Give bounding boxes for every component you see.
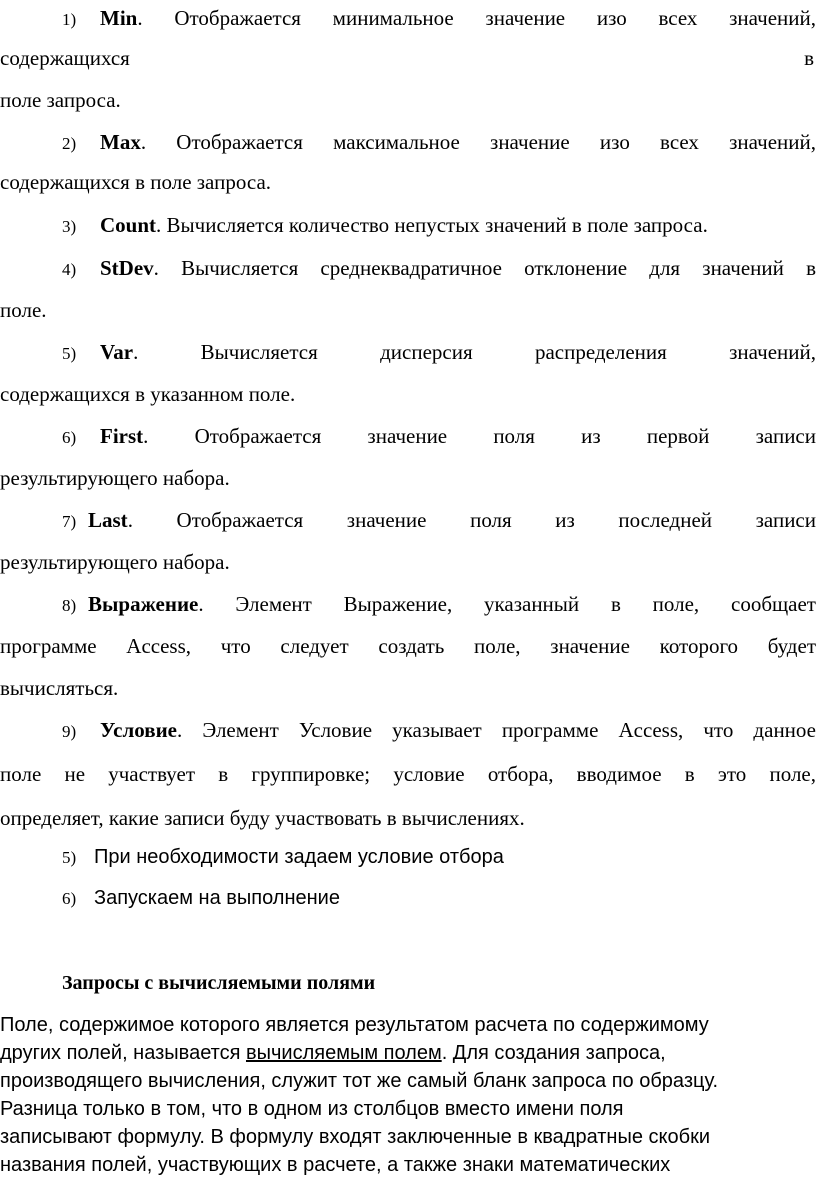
item-text: . Вычисляется среднеквадратичное отклонение для значений в bbox=[153, 256, 816, 280]
step-number: 5) bbox=[62, 848, 77, 867]
underlined-term: вычисляемым полем bbox=[245, 1042, 442, 1064]
paragraph-line: записывают формулу. В формулу входят заключенные в квадратные скобки bbox=[0, 1126, 710, 1148]
item-text: поле запроса. bbox=[0, 88, 121, 112]
item-number: 3) bbox=[62, 217, 77, 236]
item-text: . Отображается максимальное значение изо всех значений, bbox=[140, 130, 816, 154]
item-text: . Элемент Условие указывает программе Access, что данное bbox=[177, 718, 816, 742]
item-term: Max bbox=[100, 130, 141, 154]
item-term: Выражение bbox=[88, 592, 199, 616]
item-text: содержащихся в поле запроса. bbox=[0, 170, 272, 194]
item-term: Last bbox=[88, 508, 128, 532]
item-text: результирующего набора. bbox=[0, 466, 230, 490]
item-text: . Отображается значение поля из последней записи bbox=[127, 508, 816, 532]
item-text: программе Access, что следует создать поле, значение которого будет bbox=[0, 634, 816, 658]
item-number: 8) bbox=[62, 596, 77, 615]
item-text: содержащихся bbox=[0, 46, 130, 70]
item-term: Count bbox=[100, 213, 157, 237]
item-text: поле. bbox=[0, 298, 47, 322]
paragraph-line: Поле, содержимое которого является результатом расчета по содержимому bbox=[0, 1014, 709, 1036]
paragraph-line: других полей, называется вычисляемым полем. Для создания запроса, bbox=[0, 1042, 666, 1064]
item-text: . Элемент Выражение, указанный в поле, сообщает bbox=[198, 592, 816, 616]
item-text: . Отображается значение поля из первой записи bbox=[143, 424, 816, 448]
item-term: Условие bbox=[100, 718, 177, 742]
item-text: в bbox=[804, 46, 814, 70]
step-text: При необходимости задаем условие отбора bbox=[94, 846, 504, 868]
item-number: 6) bbox=[62, 428, 77, 447]
paragraph-line: производящего вычисления, служит тот же самый бланк запроса по образцу. bbox=[0, 1070, 719, 1092]
item-number: 7) bbox=[62, 512, 77, 531]
item-term: StDev bbox=[100, 256, 154, 280]
item-text: . Вычисляется дисперсия распределения значений, bbox=[133, 340, 816, 364]
item-text: . Вычисляется количество непустых значений в поле запроса. bbox=[156, 213, 708, 237]
item-number: 1) bbox=[62, 10, 77, 29]
item-text: вычисляться. bbox=[0, 676, 119, 700]
item-number: 4) bbox=[62, 260, 77, 279]
item-text: поле не участвует в группировке; условие отбора, вводимое в это поле, bbox=[0, 762, 816, 786]
item-text: определяет, какие записи буду участвовать в вычислениях. bbox=[0, 806, 525, 830]
item-number: 9) bbox=[62, 722, 77, 741]
item-number: 2) bbox=[62, 134, 77, 153]
item-term: First bbox=[100, 424, 144, 448]
item-term: Min bbox=[100, 6, 138, 30]
item-number: 5) bbox=[62, 344, 77, 363]
item-text: . Отображается минимальное значение изо всех значений, bbox=[137, 6, 816, 30]
item-text: содержащихся в указанном поле. bbox=[0, 382, 296, 406]
step-text: Запускаем на выполнение bbox=[94, 887, 340, 909]
step-number: 6) bbox=[62, 889, 77, 908]
section-heading: Запросы с вычисляемыми полями bbox=[62, 972, 376, 994]
item-term: Var bbox=[100, 340, 134, 364]
item-text: результирующего набора. bbox=[0, 550, 230, 574]
paragraph-line: Разница только в том, что в одном из столбцов вместо имени поля bbox=[0, 1098, 624, 1120]
paragraph-line: названия полей, участвующих в расчете, а также знаки математических bbox=[0, 1154, 671, 1176]
